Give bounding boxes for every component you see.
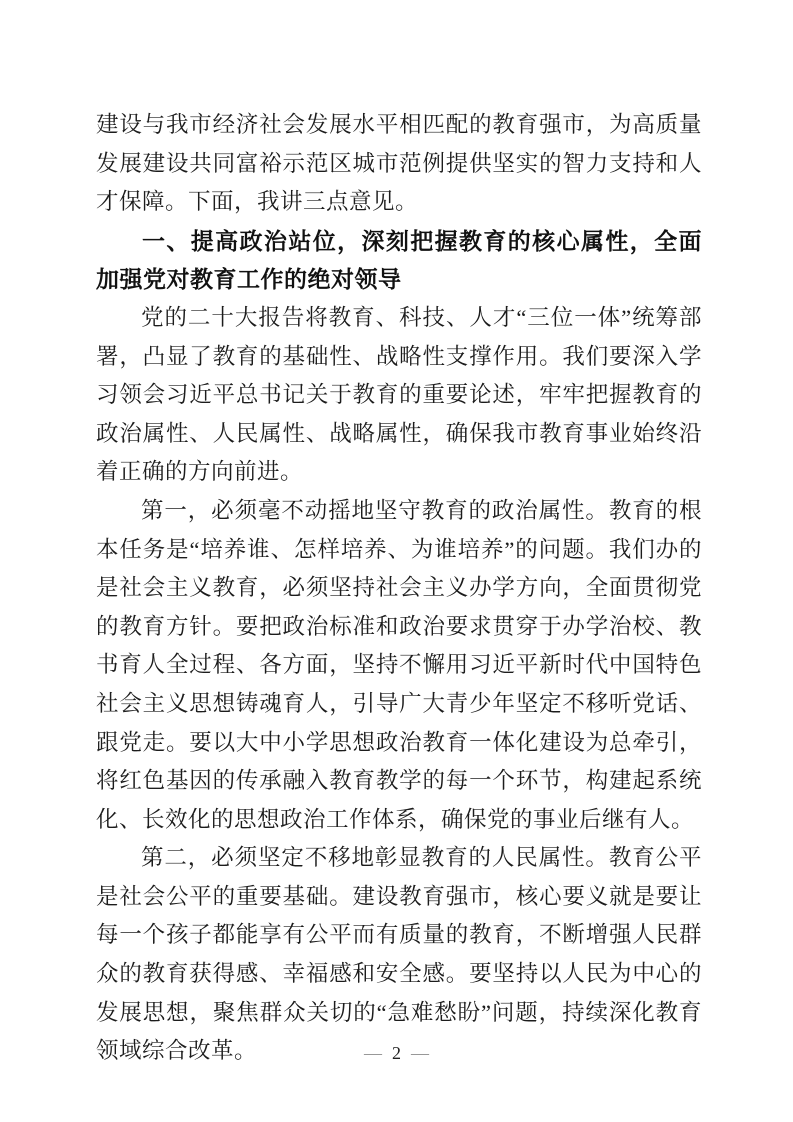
paragraph-intro: 党的二十大报告将教育、科技、人才“三位一体”统筹部署，凸显了教育的基础性、战略性支撑作用。我们要深入学习领会习近平总书记关于教育的重要论述，牢牢把握教育的政治属性、人民属性、战略属性，确保我市教育事业始终沿着正确的方向前进。	[96, 304, 702, 485]
paragraph-continuation: 建设与我市经济社会发展水平相匹配的教育强市，为高质量发展建设共同富裕示范区城市范例提供坚实的智力支持和人才保障。下面，我讲三点意见。	[96, 112, 702, 215]
document-body	[96, 106, 702, 1071]
footer-dash-right: —	[411, 1043, 429, 1063]
paragraph-point-1: 第一，必须毫不动摇地坚守教育的政治属性。教育的根本任务是“培养谁、怎样培养、为谁培养”的问题。我们办的是社会主义教育，必须坚持社会主义办学方向，全面贯彻党的教育方针。要把政治标准和政治要求贯穿于办学治校、教书育人全过程、各方面，坚持不懈用习近平新时代中国特色社会主义思想铸魂育人，引导广大青少年坚定不移听党话、跟党走。要以大中小学思想政治教育一体化建设为总牵引，将红色基因的传承融入教育教学的每一个环节，构建起系统化、长效化的思想政治工作体系，确保党的事业后继有人。	[96, 497, 702, 832]
footer-dash-left: —	[364, 1043, 382, 1063]
page-number: 2	[392, 1043, 401, 1063]
section-heading-1: 一、提高政治站位，深刻把握教育的核心属性，全面加强党对教育工作的绝对领导	[96, 227, 702, 293]
page-footer	[0, 1043, 793, 1064]
paragraph-point-2: 第二，必须坚定不移地彰显教育的人民属性。教育公平是社会公平的重要基础。建设教育强市，核心要义就是要让每一个孩子都能享有公平而有质量的教育，不断增强人民群众的教育获得感、幸福感和安全感。要坚持以人民为中心的发展思想，聚焦群众关切的“急难愁盼”问题，持续深化教育领域综合改革。	[96, 845, 702, 1064]
